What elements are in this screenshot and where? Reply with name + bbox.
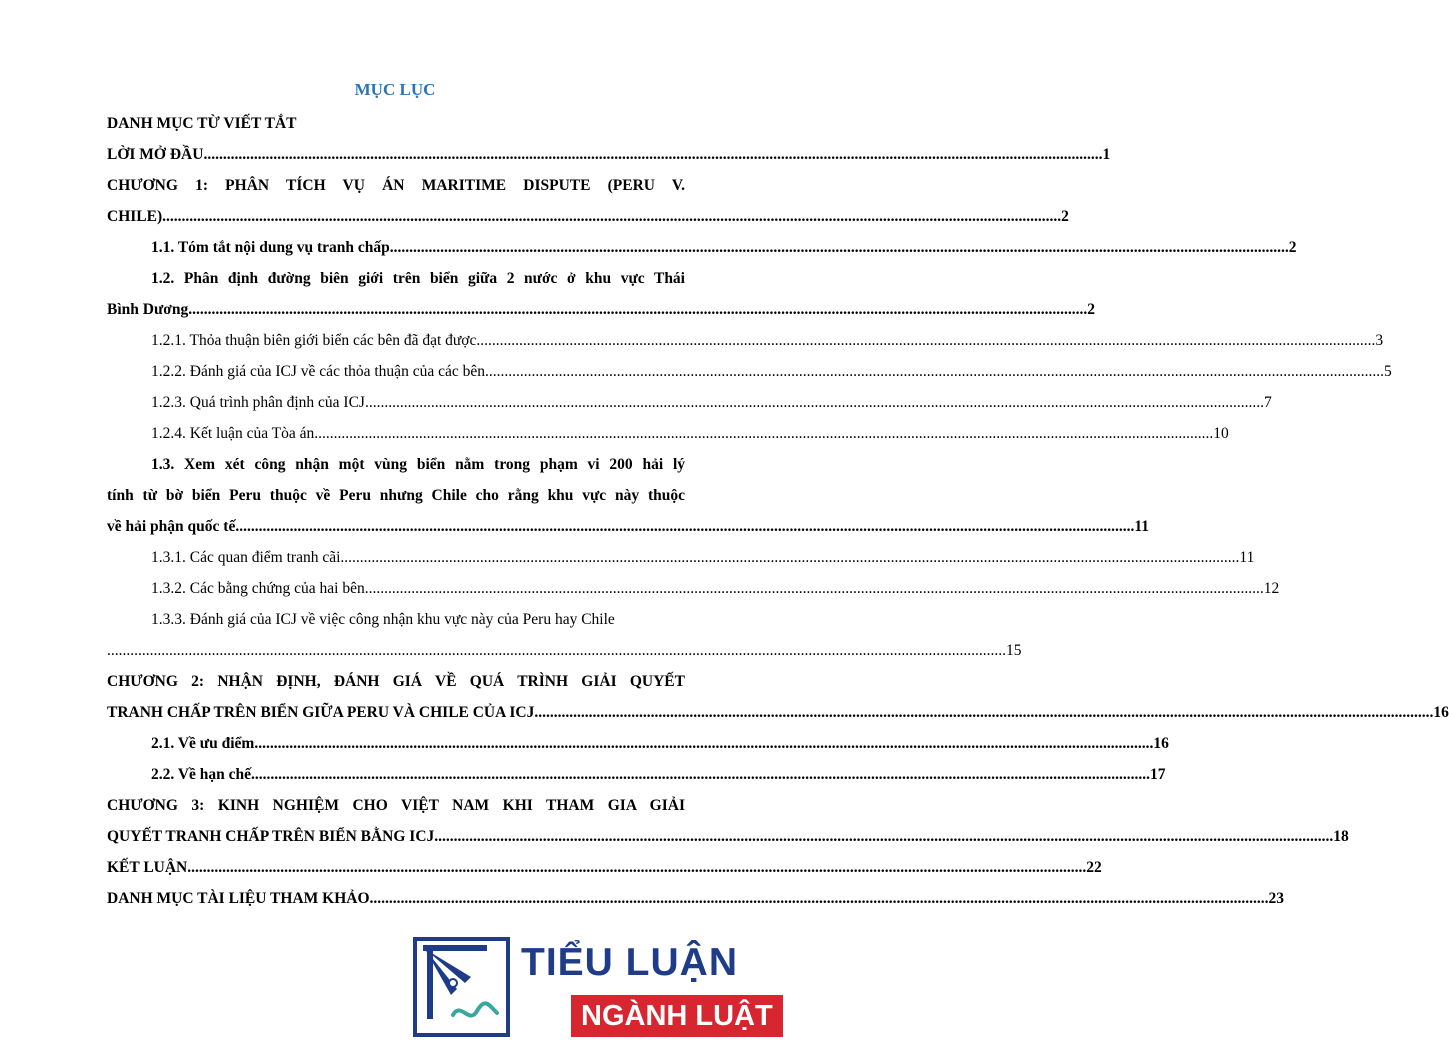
toc-s1-3-1[interactable]: 1.3.1. Các quan điểm tranh cãi ..... 11 [107, 542, 685, 573]
toc-ch3-line1[interactable]: CHƯƠNG 3: KINH NGHIỆM CHO VIỆT NAM KHI THAM GIA GIẢI [107, 797, 685, 814]
toc-page-number: 12 [1263, 580, 1280, 597]
toc-page-number: 22 [1086, 859, 1102, 876]
toc-ch3[interactable]: QUYẾT TRANH CHẤP TRÊN BIỂN BẰNG ICJ ..... 18 [107, 821, 685, 852]
toc-s1-2-3[interactable]: 1.2.3. Quá trình phân định của ICJ ..... 7 [107, 387, 685, 418]
toc-page-number: 1 [1102, 146, 1111, 163]
toc-page-number: 16 [1433, 704, 1449, 721]
toc-s1-3-line1[interactable]: 1.3. Xem xét công nhận một vùng biển nằm trong phạm vi 200 hải lý [151, 456, 685, 473]
toc-conclusion[interactable]: KẾT LUẬN ..... 22 [107, 852, 685, 883]
toc-references[interactable]: DANH MỤC TÀI LIỆU THAM KHẢO ..... 23 [107, 883, 685, 914]
toc-page-number: 2 [1288, 239, 1297, 256]
toc-s1-2-4[interactable]: 1.2.4. Kết luận của Tòa án ..... 10 [107, 418, 685, 449]
toc-page-number: 11 [1134, 518, 1149, 535]
toc-s2-2[interactable]: 2.2. Về hạn chế ..... 17 [107, 759, 685, 790]
toc-s1-3-3[interactable] [107, 635, 1022, 666]
page-title: MỤC LỤC [354, 80, 436, 99]
toc-page-number: 10 [1213, 425, 1229, 442]
toc-ch1-line1[interactable]: CHƯƠNG 1: PHÂN TÍCH VỤ ÁN MARITIME DISPUTE (PERU V. [107, 177, 685, 194]
toc-ch1[interactable]: CHILE) ..... 2 [107, 201, 685, 232]
table-of-contents [107, 108, 1449, 914]
toc-page-number: 15 [1006, 642, 1022, 659]
toc-page-number: 23 [1268, 890, 1285, 907]
toc-page-number: 11 [1239, 549, 1255, 566]
toc-ch2-line1[interactable]: CHƯƠNG 2: NHẬN ĐỊNH, ĐÁNH GIÁ VỀ QUÁ TRÌNH GIẢI QUYẾT [107, 673, 685, 690]
toc-abbrev[interactable]: DANH MỤC TỪ VIẾT TẮT [107, 115, 297, 132]
toc-page-number: 2 [1087, 301, 1095, 318]
toc-s1-1[interactable]: 1.1. Tóm tắt nội dung vụ tranh chấp ..... 2 [107, 232, 685, 263]
logo-frame [413, 937, 510, 1037]
toc-page-number: 3 [1375, 332, 1384, 349]
pen-nib-icon [417, 941, 506, 1033]
toc-page-number: 7 [1263, 394, 1272, 411]
toc-page-number: 18 [1333, 828, 1349, 845]
toc-page-number: 2 [1061, 208, 1069, 225]
brand-logo [413, 937, 773, 1047]
logo-line1: TIỂU LUẬN [521, 941, 738, 984]
toc-s1-2[interactable]: Bình Dương ..... 2 [107, 294, 685, 325]
toc-page-number: 16 [1153, 735, 1169, 752]
toc-s1-3[interactable]: về hải phận quốc tế ..... 11 [107, 511, 685, 542]
toc-s1-3-line2[interactable]: tính từ bờ biển Peru thuộc về Peru nhưng Chile cho rằng khu vực này thuộc [107, 487, 685, 504]
logo-line2: NGÀNH LUẬT [571, 995, 783, 1037]
toc-intro[interactable]: LỜI MỞ ĐẦU ..... 1 [107, 139, 685, 170]
toc-s1-3-3-line1[interactable]: 1.3.3. Đánh giá của ICJ về việc công nhận khu vực này của Peru hay Chile [151, 611, 615, 628]
toc-s1-2-2[interactable]: 1.2.2. Đánh giá của ICJ về các thỏa thuận của các bên ..... 5 [107, 356, 685, 387]
toc-s1-3-2[interactable]: 1.3.2. Các bằng chứng của hai bên ..... 12 [107, 573, 685, 604]
toc-s1-2-line1[interactable]: 1.2. Phân định đường biên giới trên biển giữa 2 nước ở khu vực Thái [151, 270, 685, 287]
toc-ch2[interactable]: TRANH CHẤP TRÊN BIỂN GIỮA PERU VÀ CHILE CỦA ICJ ..... 16 [107, 697, 685, 728]
toc-page-number: 17 [1150, 766, 1166, 783]
toc-page-number: 5 [1383, 363, 1392, 380]
toc-s2-1[interactable]: 2.1. Về ưu điểm ..... 16 [107, 728, 685, 759]
toc-s1-2-1[interactable]: 1.2.1. Thỏa thuận biên giới biển các bên đã đạt được ..... 3 [107, 325, 685, 356]
